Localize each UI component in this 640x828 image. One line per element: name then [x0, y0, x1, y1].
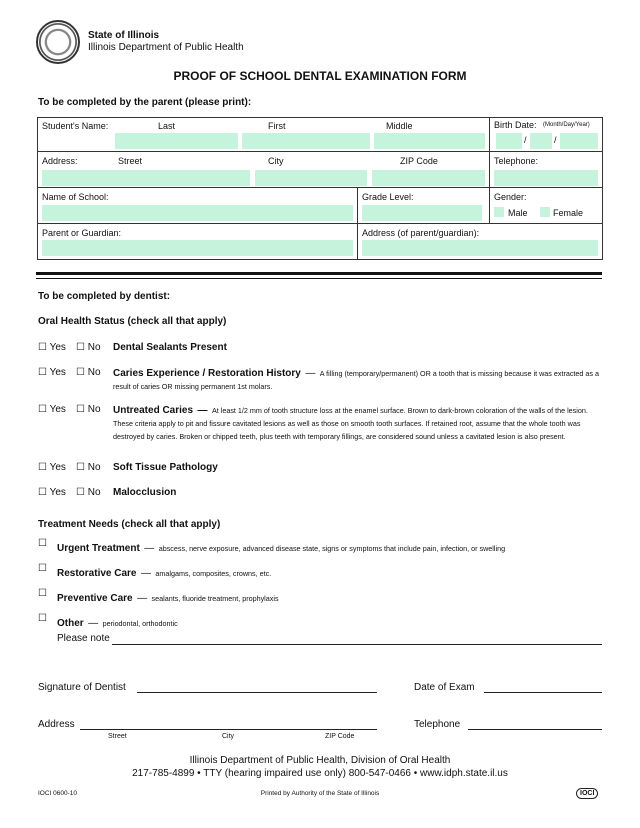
- guardian-label: Parent or Guardian:: [42, 228, 122, 238]
- urgent-desc: abscess, nerve exposure, advanced disease state, signs or symptoms that include pain, infection, or swelling: [158, 544, 506, 553]
- please-note-label: Please note: [57, 633, 110, 644]
- table-border-right: [602, 117, 603, 260]
- parent-instruction: To be completed by the parent (please print):: [38, 97, 252, 108]
- header-state: State of Illinois: [88, 30, 160, 41]
- section-divider-thin: [36, 278, 602, 279]
- caries-experience-title: Caries Experience / Restoration History: [113, 368, 301, 379]
- sealants-title: Dental Sealants Present: [113, 342, 227, 353]
- preventive-row: [57, 588, 279, 606]
- soft-tissue-title: Soft Tissue Pathology: [113, 462, 218, 473]
- middle-name-label: Middle: [386, 121, 413, 131]
- treatment-heading: Treatment Needs (check all that apply): [38, 519, 221, 530]
- urgent-row: [57, 538, 602, 556]
- zip-field[interactable]: [372, 170, 485, 186]
- malocclusion-yes-checkbox[interactable]: ☐ Yes: [38, 487, 66, 498]
- zip-label: ZIP Code: [400, 156, 438, 166]
- birth-date-label: Birth Date:: [494, 120, 537, 130]
- table-line: [37, 151, 603, 152]
- printer-mark: IOCI: [576, 788, 598, 799]
- table-line: [37, 187, 603, 188]
- telephone-field[interactable]: [494, 170, 598, 186]
- urgent-checkbox[interactable]: ☐: [38, 538, 47, 549]
- female-checkbox[interactable]: [540, 207, 550, 217]
- preventive-title: Preventive Care: [57, 593, 133, 604]
- soft-tissue-no-checkbox[interactable]: ☐ No: [76, 462, 101, 473]
- untreated-caries-no-checkbox[interactable]: ☐ No: [76, 404, 101, 415]
- first-name-label: First: [268, 121, 286, 131]
- table-border-top: [37, 117, 603, 118]
- street-field[interactable]: [42, 170, 250, 186]
- dash: —: [137, 593, 148, 604]
- grade-field[interactable]: [362, 205, 482, 221]
- restorative-row: [57, 563, 271, 581]
- caries-experience-desc: A filling (temporary/permanent) OR a tooth that is missing because it was extracted as a result of caries OR missing permanent 1st molars.: [113, 369, 600, 391]
- dash: —: [305, 368, 316, 379]
- date-separator: /: [554, 135, 557, 145]
- restorative-title: Restorative Care: [57, 568, 137, 579]
- male-label: Male: [508, 208, 528, 218]
- first-name-field[interactable]: [242, 133, 370, 149]
- dentist-telephone-line[interactable]: [468, 729, 602, 730]
- birth-day-field[interactable]: [530, 133, 552, 149]
- last-name-label: Last: [158, 121, 176, 131]
- untreated-caries-yes-checkbox[interactable]: ☐ Yes: [38, 404, 66, 415]
- preventive-checkbox[interactable]: ☐: [38, 588, 47, 599]
- dash: —: [88, 618, 99, 629]
- female-label: Female: [553, 208, 584, 218]
- middle-name-field[interactable]: [374, 133, 485, 149]
- dash: —: [144, 543, 155, 554]
- sealants-no-checkbox[interactable]: ☐ No: [76, 342, 101, 353]
- footer-contact: 217-785-4899 • TTY (hearing impaired use only) 800-547-0466 • www.idph.state.il.us: [132, 768, 508, 779]
- soft-tissue-yes-checkbox[interactable]: ☐ Yes: [38, 462, 66, 473]
- table-line: [489, 117, 490, 223]
- untreated-caries-row: [113, 403, 603, 442]
- date-of-exam-line[interactable]: [484, 692, 602, 693]
- student-name-label: Student's Name:: [42, 121, 109, 131]
- malocclusion-title: Malocclusion: [113, 487, 177, 498]
- guardian-field[interactable]: [42, 240, 353, 256]
- dash: —: [140, 568, 151, 579]
- other-row: [57, 613, 178, 631]
- gender-label: Gender:: [494, 192, 527, 202]
- caries-experience-no-checkbox[interactable]: ☐ No: [76, 367, 101, 378]
- address-label: Address: [38, 719, 75, 730]
- birth-date-format: (Month/Day/Year): [543, 122, 590, 128]
- street-label: Street: [118, 156, 143, 166]
- last-name-field[interactable]: [115, 133, 238, 149]
- printed-by: Printed by Authority of the State of Illinois: [260, 790, 380, 797]
- urgent-title: Urgent Treatment: [57, 543, 140, 554]
- header-department: Illinois Department of Public Health: [88, 42, 244, 53]
- dentist-instruction: To be completed by dentist:: [38, 291, 171, 302]
- date-separator: /: [524, 135, 527, 145]
- other-title: Other: [57, 618, 84, 629]
- birth-month-field[interactable]: [496, 133, 522, 149]
- other-checkbox[interactable]: ☐: [38, 613, 47, 624]
- restorative-checkbox[interactable]: ☐: [38, 563, 47, 574]
- grade-label: Grade Level:: [362, 192, 414, 202]
- address-street-caption: Street: [108, 733, 127, 740]
- table-border-left: [37, 117, 38, 260]
- other-desc: periodontal, orthodontic: [102, 619, 178, 628]
- form-id: IOCI 0600-10: [38, 790, 78, 797]
- caries-experience-yes-checkbox[interactable]: ☐ Yes: [38, 367, 66, 378]
- city-label: City: [268, 156, 284, 166]
- dentist-address-line[interactable]: [80, 729, 377, 730]
- guardian-address-field[interactable]: [362, 240, 598, 256]
- dash: —: [197, 405, 208, 416]
- untreated-caries-desc: At least 1/2 mm of tooth structure loss at the enamel surface. Brown to dark-brown coloration of the walls of the lesion. These criteria apply to pit and fissure cavitated lesions as well as those on smooth tooth surfaces. If retained root, assume that the whole tooth was destroyed by caries. Broken or chipped teeth, plus teeth with temporary fillings, are considered sound unless a cavitated lesion is also present.: [113, 406, 588, 441]
- untreated-caries-title: Untreated Caries: [113, 405, 194, 416]
- guardian-address-label: Address (of parent/guardian):: [362, 228, 480, 238]
- address-label: Address:: [42, 156, 78, 166]
- form-title: PROOF OF SCHOOL DENTAL EXAMINATION FORM: [173, 69, 467, 83]
- malocclusion-no-checkbox[interactable]: ☐ No: [76, 487, 101, 498]
- table-line: [357, 187, 358, 260]
- school-label: Name of School:: [42, 192, 109, 202]
- table-border-bottom: [37, 259, 603, 260]
- caries-experience-row: [113, 366, 603, 392]
- birth-year-field[interactable]: [560, 133, 598, 149]
- address-city-caption: City: [222, 733, 235, 740]
- restorative-desc: amalgams, composites, crowns, etc.: [155, 569, 272, 578]
- preventive-desc: sealants, fluoride treatment, prophylaxis: [151, 594, 279, 603]
- please-note-line[interactable]: [112, 644, 602, 645]
- dentist-telephone-label: Telephone: [414, 719, 461, 730]
- oral-health-heading: Oral Health Status (check all that apply): [38, 316, 227, 327]
- signature-line[interactable]: [137, 692, 377, 693]
- section-divider-thick: [36, 272, 602, 275]
- telephone-label: Telephone:: [494, 156, 539, 166]
- city-field[interactable]: [255, 170, 367, 186]
- signature-label: Signature of Dentist: [38, 682, 126, 693]
- table-line: [37, 223, 603, 224]
- school-field[interactable]: [42, 205, 353, 221]
- date-of-exam-label: Date of Exam: [414, 682, 475, 693]
- address-zip-caption: ZIP Code: [325, 733, 355, 740]
- footer-division: Illinois Department of Public Health, Division of Oral Health: [189, 755, 451, 766]
- sealants-yes-checkbox[interactable]: ☐ Yes: [38, 342, 66, 353]
- state-seal: [36, 20, 80, 64]
- male-checkbox[interactable]: [494, 207, 504, 217]
